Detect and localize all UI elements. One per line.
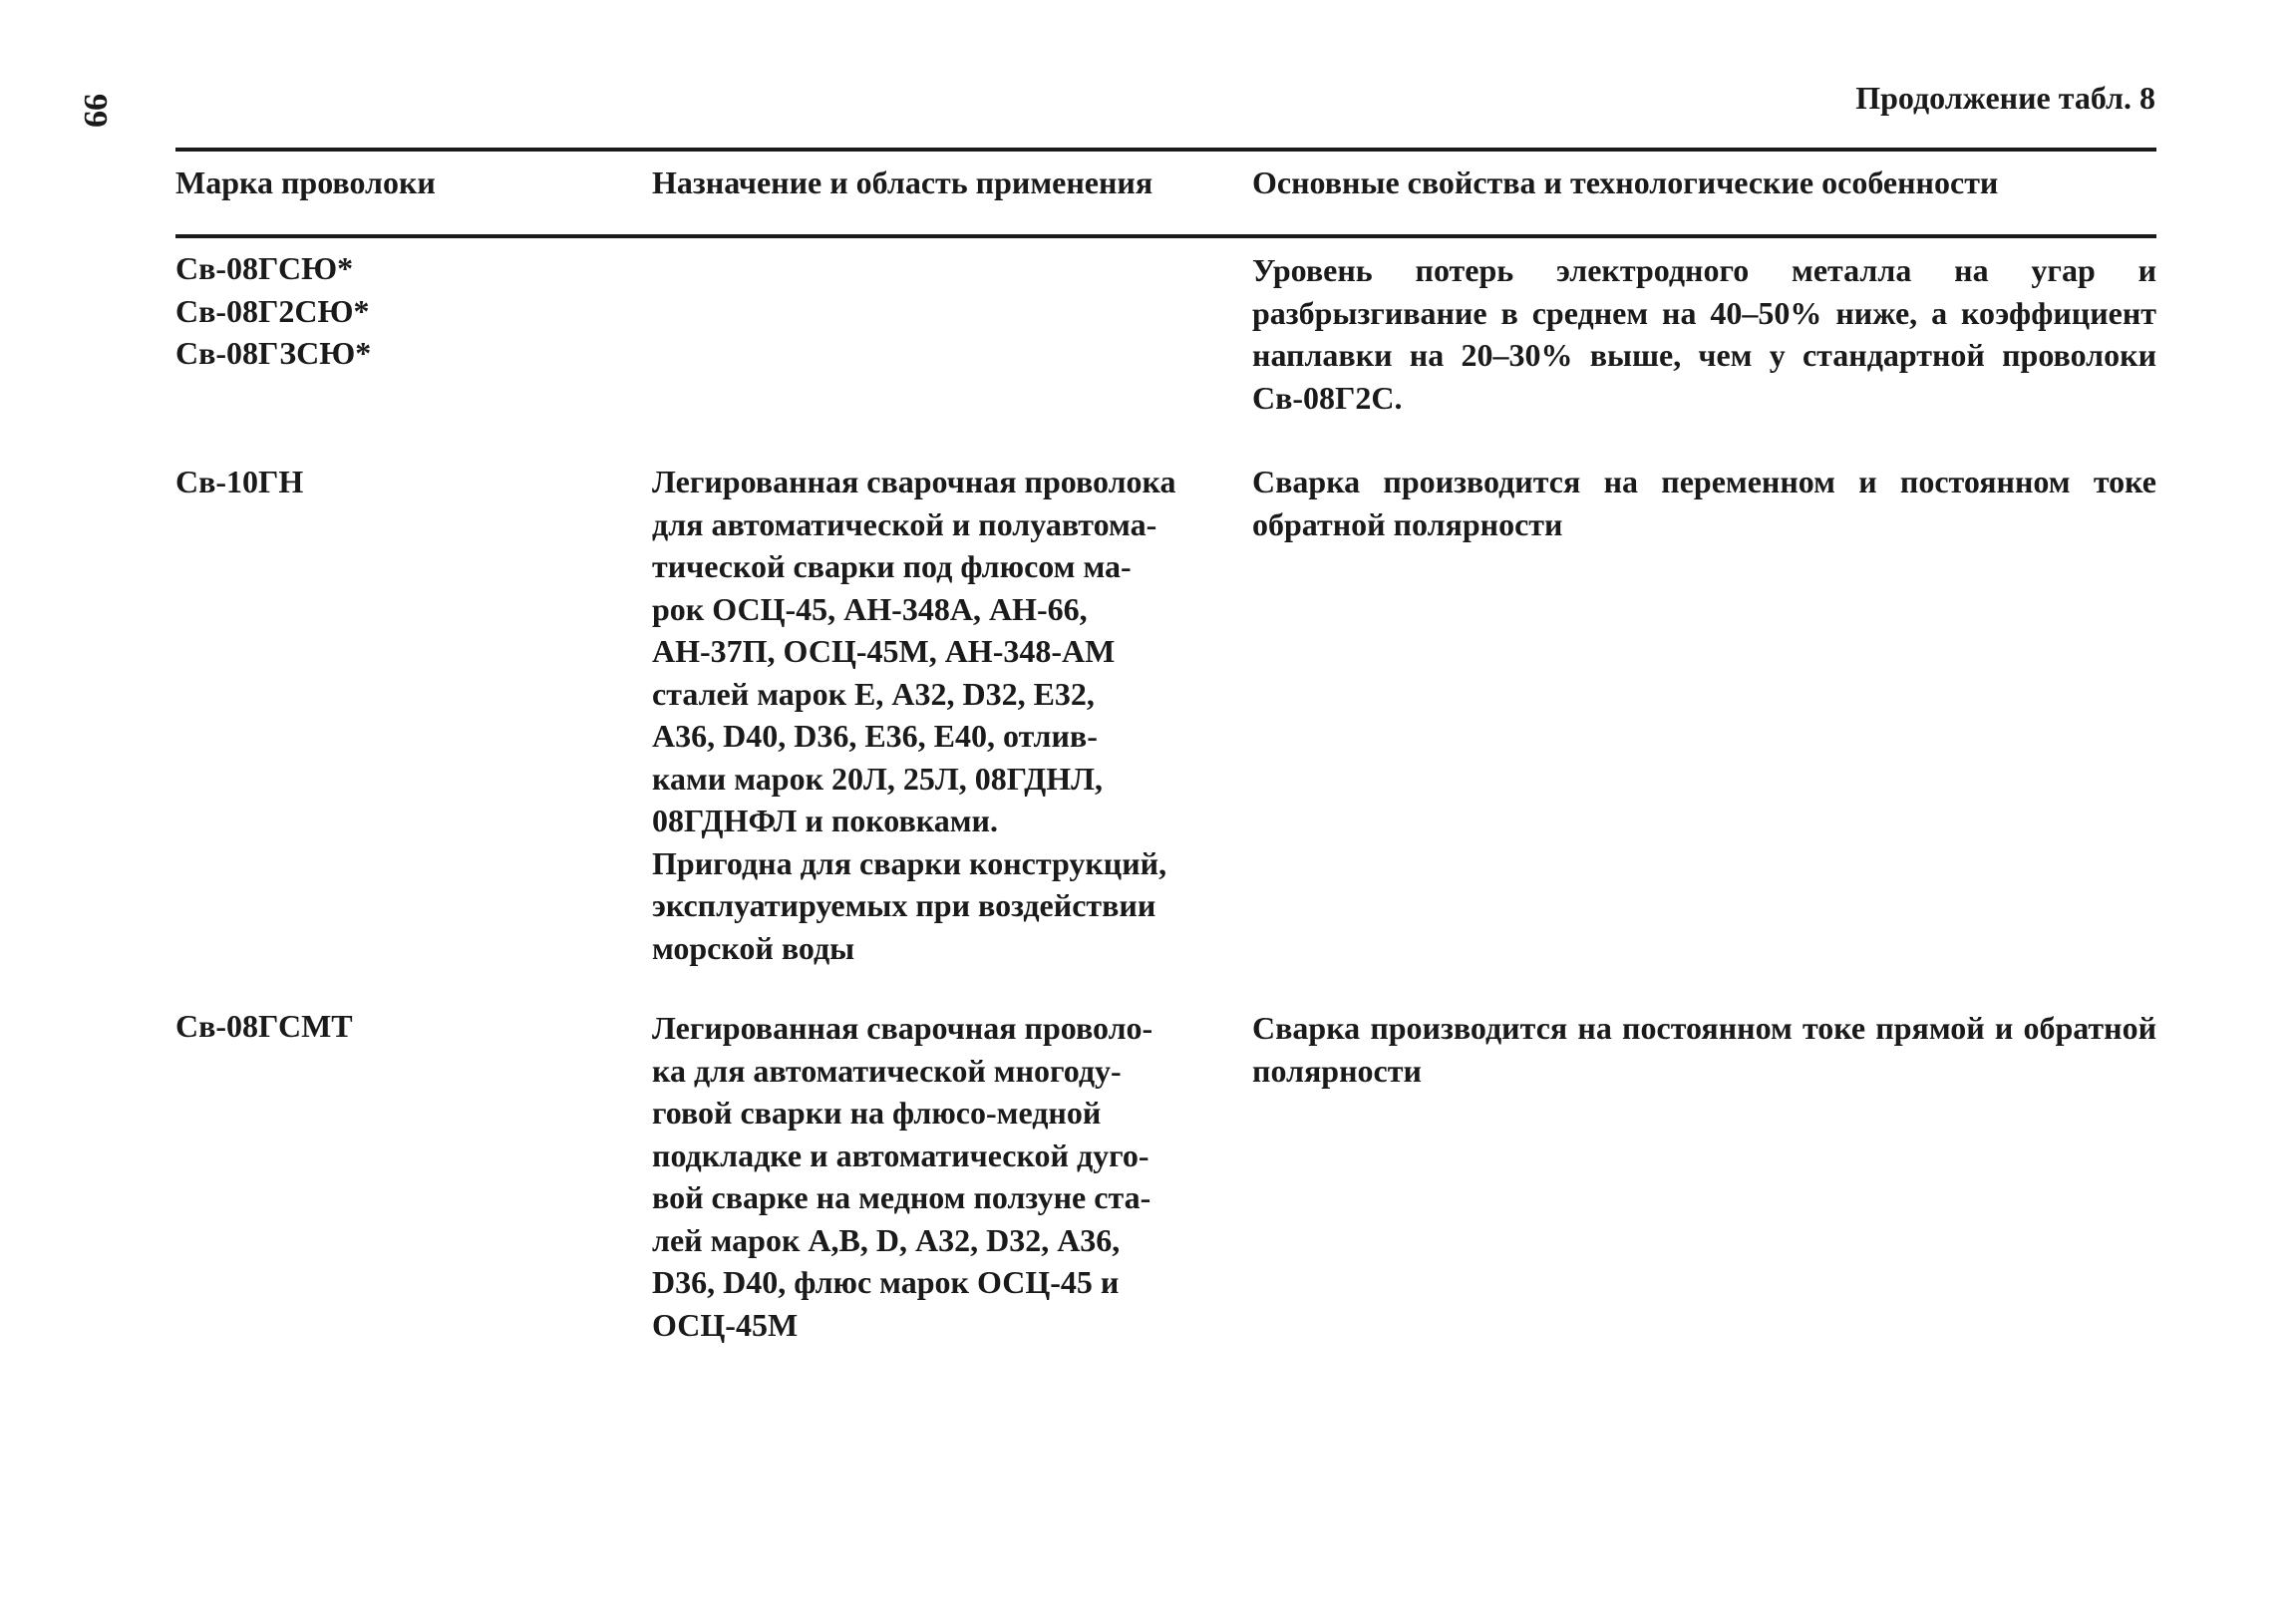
header-wire-grade: Марка проволоки [175, 164, 436, 200]
purpose-line: тической сварки под флюсом ма- [652, 548, 1132, 584]
row-3-grade [175, 1005, 594, 1048]
row-2-grade [175, 461, 594, 503]
row-3-properties [1252, 1007, 2156, 1092]
purpose-line: ОСЦ-45М [652, 1306, 799, 1343]
purpose-line: ка для автоматической многоду- [652, 1052, 1122, 1089]
purpose-line: говой сварки на флюсо-медной [652, 1095, 1102, 1131]
row-3-purpose [652, 1007, 1230, 1346]
purpose-line: Легированная сварочная проволо- [652, 1010, 1153, 1046]
purpose-line: 08ГДНФЛ и поковками. [652, 803, 998, 838]
purpose-line: рок ОСЦ-45, АН-348А, АН-66, [652, 590, 1088, 627]
grade-line: Св-08Г2СЮ* [175, 292, 370, 329]
purpose-line: Легированная сварочная проволока [652, 464, 1176, 499]
grade-line: Св-08ГСЮ* [175, 250, 354, 286]
header-properties: Основные свойства и технологические особенности [1252, 164, 1999, 200]
grade-line: Св-08ГЗСЮ* [175, 335, 372, 371]
purpose-line: лей марок А,В, D, А32, D32, А36, [652, 1221, 1121, 1258]
purpose-line: вой сварке на медном ползуне ста- [652, 1179, 1151, 1215]
header-purpose: Назначение и область применения [652, 164, 1153, 200]
purpose-line: D36, D40, флюс марок ОСЦ-45 и [652, 1264, 1120, 1300]
purpose-line: эксплуатируемых при воздействии [652, 887, 1156, 923]
purpose-line: Пригодна для сварки конструкций, [652, 844, 1167, 881]
grade-line: Св-08ГСМТ [175, 1008, 353, 1044]
purpose-line: морской воды [652, 929, 855, 966]
properties-text: Сварка производится на постоянном токе прямой и обратной полярности [1252, 1010, 2156, 1089]
properties-text: Уровень потерь электродного металла на угар и разбрызгивание в среднем на 40–50% ниже, а коэффициент наплавки на 20–30% выше, чем у стандартной проволоки Св-08Г2С. [1252, 252, 2156, 416]
purpose-line: подкладке и автоматической дуго- [652, 1137, 1149, 1173]
row-2-properties [1252, 461, 2156, 545]
row-1-grade [175, 247, 594, 375]
header-bottom-rule [175, 234, 2156, 238]
purpose-line: для автоматической и полуавтома- [652, 505, 1157, 542]
purpose-line: ками марок 20Л, 25Л, 08ГДНЛ, [652, 760, 1103, 797]
row-2-purpose [652, 461, 1230, 969]
page-number: 99 [77, 94, 114, 128]
purpose-line: сталей марок Е, А32, D32, Е32, [652, 675, 1095, 712]
row-1-properties [1252, 249, 2156, 419]
table-top-rule [175, 148, 2156, 152]
purpose-line: АН-37П, ОСЦ-45М, АН-348-АМ [652, 633, 1116, 669]
properties-text: Сварка производится на переменном и постоянном токе обратной полярности [1252, 464, 2156, 542]
grade-line: Св-10ГН [175, 464, 304, 499]
continuation-label: Продолжение табл. 8 [1855, 80, 2155, 116]
purpose-line: А36, D40, D36, Е36, Е40, отлив- [652, 718, 1098, 754]
